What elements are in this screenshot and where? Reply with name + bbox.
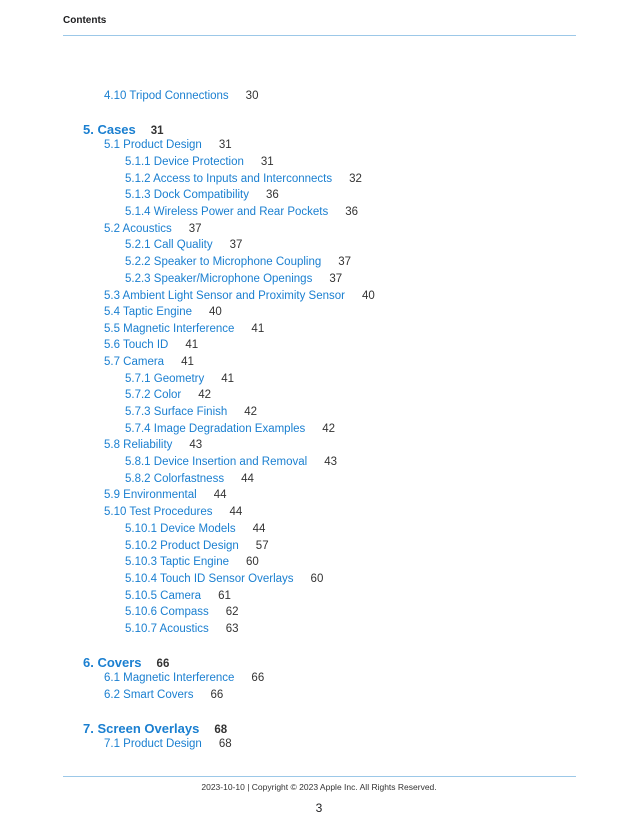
toc-entry-page: 66 <box>251 672 265 684</box>
toc-entry-title[interactable]: 5.10.3 Taptic Engine <box>125 556 230 568</box>
toc-section[interactable] <box>83 721 227 736</box>
toc-entry-page: 68 <box>218 738 232 750</box>
toc-entry-title[interactable]: 5.10.4 Touch ID Sensor Overlays <box>125 573 294 585</box>
toc-entry-page: 60 <box>246 556 259 568</box>
toc-subsection[interactable] <box>104 738 232 750</box>
toc-entry-page: 41 <box>221 373 235 385</box>
toc-entry-title[interactable]: 5.10.7 Acoustics <box>125 623 209 635</box>
toc-subsubsection[interactable] <box>125 423 335 435</box>
toc-entry-page: 66 <box>156 658 170 670</box>
toc-entry-title[interactable]: 5.10 Test Procedures <box>104 506 213 518</box>
toc-entry-title[interactable]: 6.2 Smart Covers <box>104 689 194 701</box>
page-number: 3 <box>315 801 323 815</box>
toc-subsubsection[interactable] <box>125 456 337 468</box>
toc-entry-page: 31 <box>260 156 274 168</box>
toc-subsubsection[interactable] <box>125 156 274 168</box>
toc-entry-title[interactable]: 5.7.1 Geometry <box>125 373 205 385</box>
toc-subsection[interactable] <box>104 139 232 151</box>
toc-subsection[interactable] <box>104 672 264 684</box>
toc-entry-title[interactable]: 5.8 Reliability <box>104 439 173 451</box>
toc-entry-page: 44 <box>241 473 254 485</box>
toc-entry-page: 43 <box>324 456 337 468</box>
toc-entry-title[interactable]: 5.7.4 Image Degradation Examples <box>125 423 306 435</box>
toc-entry-title[interactable]: 5.2.1 Call Quality <box>125 239 213 251</box>
toc-entry-page: 37 <box>329 273 343 285</box>
toc-subsubsection[interactable] <box>125 556 259 568</box>
toc-subsection[interactable] <box>104 323 264 335</box>
toc-entry-page: 43 <box>189 439 203 451</box>
toc-entry-page: 68 <box>214 724 228 736</box>
toc-entry-page: 44 <box>229 506 243 518</box>
toc-entry-title[interactable]: 5.5 Magnetic Interference <box>104 323 235 335</box>
toc-subsubsection[interactable] <box>125 406 257 418</box>
toc-entry-page: 32 <box>349 173 362 185</box>
toc-entry-page: 36 <box>266 189 279 201</box>
toc-entry-page: 36 <box>345 206 359 218</box>
toc-subsubsection[interactable] <box>125 523 265 535</box>
toc-entry-page: 37 <box>188 223 202 235</box>
toc-entry-title[interactable]: 4.10 Tripod Connections <box>104 90 229 102</box>
toc-entry-title[interactable]: 5.1 Product Design <box>104 139 202 151</box>
toc-entry-page: 42 <box>244 406 258 418</box>
toc-entry-title[interactable]: 5.3 Ambient Light Sensor and Proximity Sensor <box>104 290 345 302</box>
toc-entry-title[interactable]: 5.10.1 Device Models <box>125 523 236 535</box>
footer-text: 2023-10-10 | Copyright © 2023 Apple Inc. All Rights Reserved. <box>201 782 437 792</box>
toc-subsubsection[interactable] <box>125 389 211 401</box>
toc-subsection[interactable] <box>104 506 242 518</box>
toc-entry-title[interactable]: 5.2.2 Speaker to Microphone Coupling <box>125 256 322 268</box>
toc-entry-page: 61 <box>218 590 231 602</box>
toc-entry-page: 37 <box>338 256 352 268</box>
toc-subsubsection[interactable] <box>125 206 358 218</box>
toc-subsubsection[interactable] <box>125 256 351 268</box>
toc-subsubsection[interactable] <box>125 189 279 201</box>
toc-entry-page: 30 <box>245 90 259 102</box>
toc-subsubsection[interactable] <box>125 590 231 602</box>
toc-entry-page: 40 <box>362 290 375 302</box>
toc-entry-title[interactable]: 5.7.2 Color <box>125 389 182 401</box>
toc-entry-page: 37 <box>229 239 243 251</box>
footer-divider <box>63 776 576 777</box>
toc-subsubsection[interactable] <box>125 623 239 635</box>
toc-subsubsection[interactable] <box>125 373 234 385</box>
toc-entry-page: 63 <box>225 623 239 635</box>
toc-subsubsection[interactable] <box>125 540 269 552</box>
toc-entry-page: 41 <box>185 339 199 351</box>
toc-entry-title[interactable]: 5.8.2 Colorfastness <box>125 473 225 485</box>
header-title: Contents <box>63 15 107 26</box>
toc-entry-title[interactable]: 5.2.3 Speaker/Microphone Openings <box>125 273 313 285</box>
toc-entry-title[interactable]: 5.1.2 Access to Inputs and Interconnects <box>125 173 333 185</box>
toc-subsection[interactable] <box>104 90 258 102</box>
toc-entry-title[interactable]: 5.10.2 Product Design <box>125 540 239 552</box>
toc-entry-page: 40 <box>209 306 222 318</box>
toc-entry-title[interactable]: 6. Covers <box>83 655 142 670</box>
toc-entry-title[interactable]: 5.7 Camera <box>104 356 165 368</box>
toc-subsubsection[interactable] <box>125 273 342 285</box>
toc-subsection[interactable] <box>104 290 375 302</box>
toc-entry-title[interactable]: 5.2 Acoustics <box>104 223 172 235</box>
toc-entry-title[interactable]: 5.10.5 Camera <box>125 590 202 602</box>
toc-entry-title[interactable]: 5.1.3 Dock Compatibility <box>125 189 249 201</box>
toc-entry-title[interactable]: 5. Cases <box>83 122 136 137</box>
toc-entry-title[interactable]: 5.8.1 Device Insertion and Removal <box>125 456 308 468</box>
toc-entry-page: 62 <box>225 606 239 618</box>
toc-entry-page: 41 <box>251 323 265 335</box>
toc-subsection[interactable] <box>104 489 227 501</box>
toc-entry-title[interactable]: 5.10.6 Compass <box>125 606 209 618</box>
toc-entry-title[interactable]: 5.1.4 Wireless Power and Rear Pockets <box>125 206 329 218</box>
toc-subsection[interactable] <box>104 339 198 351</box>
toc-entry-page: 66 <box>210 689 224 701</box>
toc-subsubsection[interactable] <box>125 173 362 185</box>
toc-entry-page: 31 <box>150 125 164 137</box>
toc-subsubsection[interactable] <box>125 606 239 618</box>
toc-entry-title[interactable]: 6.1 Magnetic Interference <box>104 672 235 684</box>
toc-entry-title[interactable]: 5.7.3 Surface Finish <box>125 406 228 418</box>
toc-subsection[interactable] <box>104 689 223 701</box>
toc-subsection[interactable] <box>104 306 222 318</box>
toc-entry-title[interactable]: 5.4 Taptic Engine <box>104 306 193 318</box>
toc-subsubsection[interactable] <box>125 573 323 585</box>
toc-entry-title[interactable]: 7. Screen Overlays <box>83 721 200 736</box>
toc-subsubsection[interactable] <box>125 239 242 251</box>
toc-entry-title[interactable]: 7.1 Product Design <box>104 738 202 750</box>
toc-entry-page: 60 <box>310 573 324 585</box>
toc-entry-page: 57 <box>255 540 269 552</box>
toc-entry-title[interactable]: 5.1.1 Device Protection <box>125 156 244 168</box>
toc-entry-page: 44 <box>213 489 227 501</box>
toc-entry-page: 41 <box>181 356 194 368</box>
toc-entry-page: 42 <box>322 423 336 435</box>
toc-entry-title[interactable]: 5.6 Touch ID <box>104 339 169 351</box>
toc-subsection[interactable] <box>104 439 202 451</box>
toc-entry-page: 42 <box>198 389 212 401</box>
toc-section[interactable] <box>83 122 164 137</box>
toc-section[interactable] <box>83 655 169 670</box>
toc-subsection[interactable] <box>104 356 194 368</box>
toc-subsubsection[interactable] <box>125 473 254 485</box>
toc-entry-page: 44 <box>252 523 266 535</box>
toc-subsection[interactable] <box>104 223 202 235</box>
toc-entry-title[interactable]: 5.9 Environmental <box>104 489 197 501</box>
toc-entry-page: 31 <box>218 139 232 151</box>
